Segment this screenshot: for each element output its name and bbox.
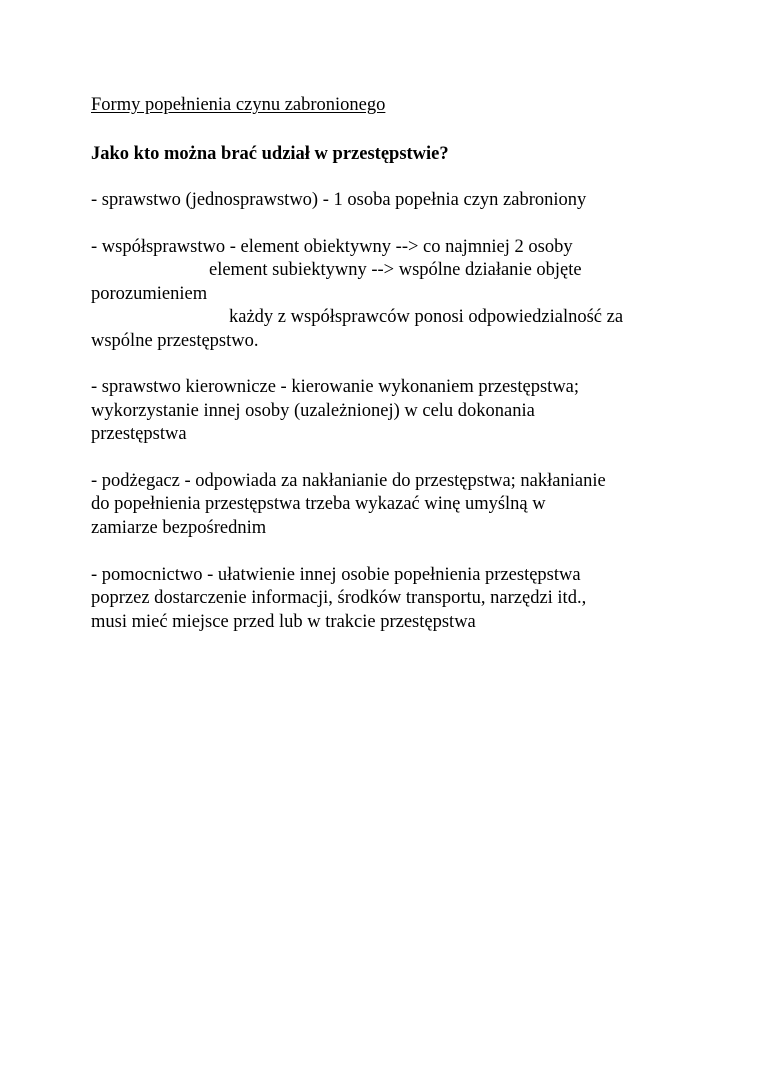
section-wspolsprawstwo-line-5: wspólne przestępstwo.: [91, 331, 259, 351]
section-sprawstwo-kierownicze-line-1: - sprawstwo kierownicze - kierowanie wykonaniem przestępstwa;: [91, 377, 580, 397]
document-question: Jako kto można brać udział w przestępstwie?: [91, 144, 449, 164]
section-sprawstwo-kierownicze-line-2: wykorzystanie innej osoby (uzależnionej) w celu dokonania: [91, 401, 535, 421]
section-podzegacz-line-3: zamiarze bezpośrednim: [91, 518, 267, 538]
section-pomocnictwo-line-1: - pomocnictwo - ułatwienie innej osobie popełnienia przestępstwa: [91, 565, 581, 585]
section-podzegacz-line-1: - podżegacz - odpowiada za nakłanianie do przestępstwa; nakłanianie: [91, 471, 606, 491]
section-pomocnictwo-line-3: musi mieć miejsce przed lub w trakcie przestępstwa: [91, 612, 476, 632]
section-podzegacz-line-2: do popełnienia przestępstwa trzeba wykazać winę umyślną w: [91, 494, 546, 514]
section-wspolsprawstwo-line-3: porozumieniem: [91, 284, 208, 304]
document-title: Formy popełnienia czynu zabronionego: [91, 95, 386, 115]
section-wspolsprawstwo-line-4: każdy z współsprawców ponosi odpowiedzialność za: [229, 307, 624, 327]
section-pomocnictwo-line-2: poprzez dostarczenie informacji, środków transportu, narzędzi itd.,: [91, 588, 587, 608]
section-sprawstwo-line-1: - sprawstwo (jednosprawstwo) - 1 osoba popełnia czyn zabroniony: [91, 190, 587, 210]
section-wspolsprawstwo-line-2: element subiektywny --> wspólne działanie objęte: [209, 260, 582, 280]
section-sprawstwo-kierownicze-line-3: przestępstwa: [91, 424, 187, 444]
section-wspolsprawstwo-line-1: - współsprawstwo - element obiektywny --> co najmniej 2 osoby: [91, 237, 573, 257]
